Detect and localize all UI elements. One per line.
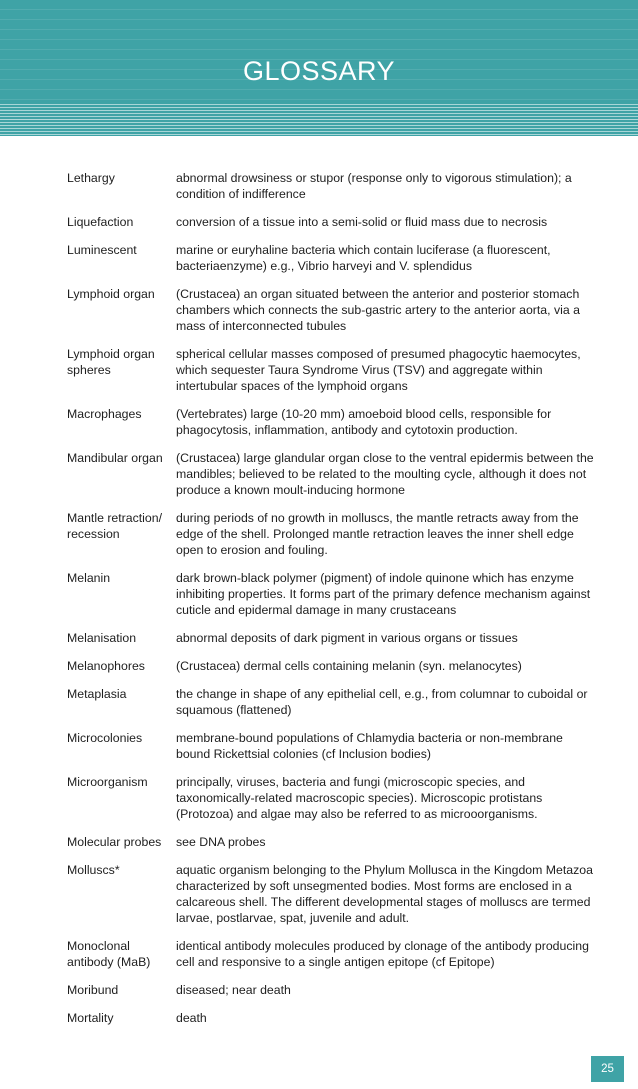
glossary-entry (67, 346, 597, 394)
glossary-term: Melanophores (67, 659, 145, 673)
glossary-term: Metaplasia (67, 687, 127, 701)
glossary-term: Molecular probes (67, 835, 162, 849)
glossary-definition: (Crustacea) large glandular organ close to the ventral epidermis between the mandibles; believed to be related to the moulting cycle, although it does not produce a known moult-inducing hormone (176, 451, 594, 497)
glossary-definition: (Vertebrates) large (10-20 mm) amoeboid blood cells, responsible for phagocytosis, inflammation, antibody and cytotoxin production. (176, 407, 552, 437)
glossary-term: Mantle retraction/ recession (67, 511, 163, 541)
glossary-definition: (Crustacea) an organ situated between the anterior and posterior stomach chambers which connects the sub-gastric artery to the anterior aorta, via a mass of interconnected tubules (176, 287, 580, 333)
glossary-entry (67, 214, 597, 230)
glossary-term: Lymphoid organ spheres (67, 347, 155, 377)
glossary-entry (67, 834, 597, 850)
glossary-entry (67, 686, 597, 718)
glossary-definition: identical antibody molecules produced by clonage of the antibody producing cell and responsive to a single antigen epitope (cf Epitope) (176, 939, 589, 969)
glossary-term: Molluscs* (67, 863, 120, 877)
glossary-definition: marine or euryhaline bacteria which contain luciferase (a fluorescent, bacteriaenzyme) e.g., Vibrio harveyi and V. splendidus (176, 243, 551, 273)
glossary-definition: membrane-bound populations of Chlamydia bacteria or non-membrane bound Rickettsial colonies (cf Inclusion bodies) (176, 731, 563, 761)
glossary-term: Mortality (67, 1011, 114, 1025)
glossary-entry (67, 630, 597, 646)
glossary-term: Moribund (67, 983, 119, 997)
glossary-definition: diseased; near death (176, 983, 291, 997)
glossary-definition: see DNA probes (176, 835, 266, 849)
glossary-definition: conversion of a tissue into a semi-solid or fluid mass due to necrosis (176, 215, 548, 229)
page-title: GLOSSARY (242, 56, 396, 86)
glossary-entry (67, 406, 597, 438)
glossary-entry (67, 570, 597, 618)
glossary-entry (67, 982, 597, 998)
glossary-entry (67, 242, 597, 274)
glossary-definition: the change in shape of any epithelial cell, e.g., from columnar to cuboidal or squamous (flattened) (176, 687, 588, 717)
glossary-term: Liquefaction (67, 215, 134, 229)
glossary-definition: spherical cellular masses composed of presumed phagocytic haemocytes, which sequester Taura Syndrome Virus (TSV) and aggregate within intertubular spaces of the lymphoid organs (176, 347, 581, 393)
header-banner (0, 0, 638, 136)
glossary-definition: during periods of no growth in molluscs, the mantle retracts away from the edge of the shell. Prolonged mantle retraction leaves the inner shell edge open to erosion and fouling. (176, 511, 579, 557)
glossary-entry (67, 286, 597, 334)
glossary-term: Microorganism (67, 775, 148, 789)
glossary-definition: aquatic organism belonging to the Phylum Mollusca in the Kingdom Metazoa characterized by soft unsegmented bodies. Most forms are enclosed in a calcareous shell. The different developmental stages of molluscs are termed larvae, postlarvae, spat, juvenile and adult. (176, 863, 593, 925)
glossary-definition: (Crustacea) dermal cells containing melanin (syn. melanocytes) (176, 659, 522, 673)
glossary-definition: abnormal deposits of dark pigment in various organs or tissues (176, 631, 518, 645)
glossary-term: Melanisation (67, 631, 137, 645)
glossary-term: Luminescent (67, 243, 137, 257)
glossary-entry (67, 450, 597, 498)
glossary-entry (67, 170, 597, 202)
glossary-list (67, 170, 597, 1038)
glossary-definition: death (176, 1011, 207, 1025)
glossary-term: Mandibular organ (67, 451, 163, 465)
glossary-entry (67, 774, 597, 822)
glossary-entry (67, 658, 597, 674)
page-number-badge: 25 (591, 1056, 624, 1082)
glossary-definition: principally, viruses, bacteria and fungi (microscopic species, and taxonomically-related macroscopic species). Microscopic protistans (Protozoa) and algae may also be referred to as microoorganisms. (176, 775, 543, 821)
glossary-entry (67, 1010, 597, 1026)
glossary-entry (67, 938, 597, 970)
glossary-entry (67, 862, 597, 926)
glossary-definition: abnormal drowsiness or stupor (response only to vigorous stimulation); a condition of indifference (176, 171, 572, 201)
glossary-definition: dark brown-black polymer (pigment) of indole quinone which has enzyme inhibiting properties. It forms part of the primary defence mechanism against cuticle and epidermal damage in many crustaceans (176, 571, 591, 617)
glossary-entry (67, 510, 597, 558)
glossary-term: Melanin (67, 571, 111, 585)
glossary-entry (67, 730, 597, 762)
glossary-term: Lethargy (67, 171, 115, 185)
glossary-term: Microcolonies (67, 731, 143, 745)
glossary-term: Monoclonal antibody (MaB) (67, 939, 151, 969)
glossary-term: Macrophages (67, 407, 142, 421)
glossary-term: Lymphoid organ (67, 287, 155, 301)
header-stripes (0, 102, 638, 136)
